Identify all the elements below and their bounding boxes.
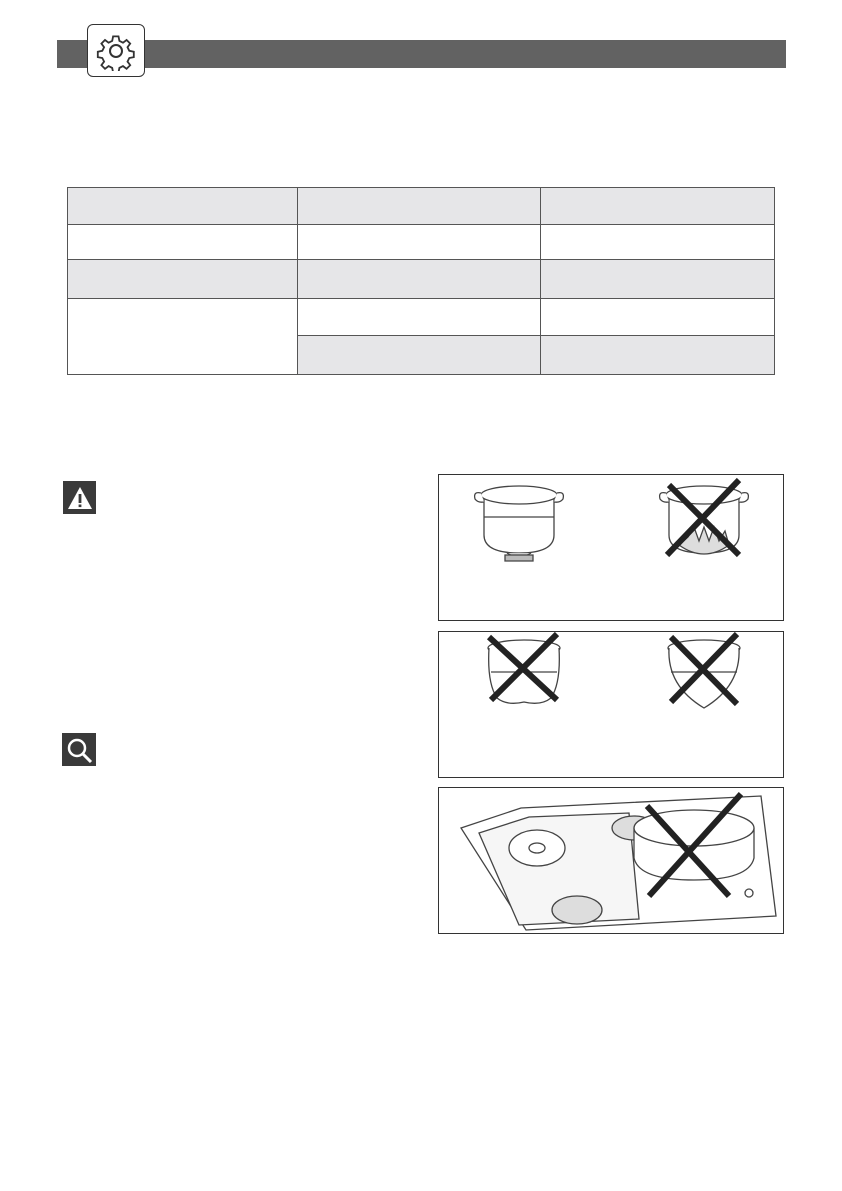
table-cell	[541, 225, 775, 259]
table-cell	[298, 259, 541, 298]
table-row	[68, 188, 775, 225]
section-icon-box	[87, 24, 145, 77]
pot-correct-illustration	[475, 486, 564, 561]
info-notice	[62, 733, 96, 766]
burner-table	[67, 187, 775, 375]
table-cell	[541, 335, 775, 374]
table-cell	[68, 259, 298, 298]
illustration-panel-pot-base	[438, 631, 784, 778]
table-cell	[541, 188, 775, 225]
table-row	[68, 299, 775, 335]
illustration-panel-burner-size	[438, 474, 784, 621]
table-cell	[68, 225, 298, 259]
table-cell	[541, 259, 775, 298]
magnifier-icon	[65, 736, 93, 764]
warning-triangle-icon	[66, 484, 94, 512]
hob-illustration	[461, 796, 776, 930]
table-cell	[68, 299, 298, 375]
illustration-panel-hob	[438, 787, 784, 934]
table-row	[68, 225, 775, 259]
table-row	[68, 259, 775, 298]
gear-icon	[96, 31, 136, 71]
table-cell	[68, 188, 298, 225]
table-cell	[298, 335, 541, 374]
table-cell	[541, 299, 775, 335]
table-cell	[298, 188, 541, 225]
table-cell	[298, 299, 541, 335]
warning-notice	[63, 481, 96, 514]
section-header-bar	[57, 40, 786, 68]
table-cell	[298, 225, 541, 259]
